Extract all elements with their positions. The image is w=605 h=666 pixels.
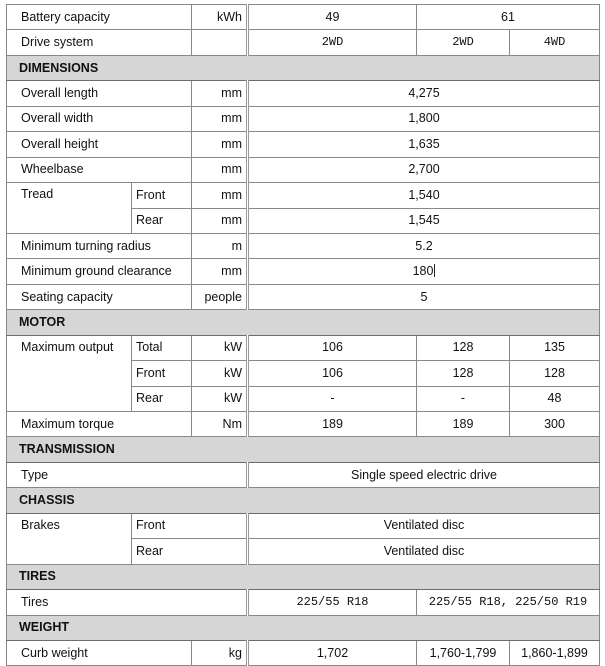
spec-unit: kg (192, 640, 248, 665)
row-turning-radius (7, 233, 600, 258)
spec-value: 180 (412, 264, 434, 279)
spec-value: Single speed electric drive (248, 462, 600, 487)
spec-value: 1,635 (248, 132, 600, 157)
spec-value: 106 (248, 335, 417, 360)
spec-label: Overall length (7, 81, 192, 106)
spec-unit: mm (192, 208, 248, 233)
section-weight (7, 615, 600, 640)
spec-unit: Nm (192, 412, 248, 437)
spec-label: Maximum torque (7, 412, 192, 437)
section-motor (7, 310, 600, 335)
battery-value-61: 61 (417, 5, 600, 30)
spec-value: 135 (510, 335, 600, 360)
tread-rear-label: Rear (132, 208, 192, 233)
battery-unit: kWh (192, 5, 248, 30)
spec-value: 225/55 R18 (248, 590, 417, 615)
spec-value: 128 (417, 335, 510, 360)
row-seating-capacity (7, 284, 600, 309)
spec-value: 1,545 (248, 208, 600, 233)
sub-label: Total (132, 335, 192, 360)
spec-value: 4,275 (248, 81, 600, 106)
spec-value: Ventilated disc (248, 513, 600, 538)
spec-value: 48 (510, 386, 600, 411)
spec-value: 128 (417, 361, 510, 386)
spec-unit: mm (192, 106, 248, 131)
spec-value: 1,800 (248, 106, 600, 131)
tread-front-label: Front (132, 183, 192, 208)
ground-clearance-cell[interactable] (248, 259, 600, 284)
spec-label: Seating capacity (7, 284, 192, 309)
section-title: DIMENSIONS (7, 55, 600, 80)
spec-table (6, 4, 600, 666)
spec-value: 225/55 R18, 225/50 R19 (417, 590, 600, 615)
section-tires (7, 564, 600, 589)
row-tires (7, 590, 600, 615)
spec-label: Overall width (7, 106, 192, 131)
spec-unit: mm (192, 259, 248, 284)
section-title: TIRES (7, 564, 600, 589)
sub-label: Rear (132, 539, 248, 564)
spec-label: Curb weight (7, 640, 192, 665)
spec-label: Wheelbase (7, 157, 192, 182)
row-drive-system (7, 30, 600, 55)
section-chassis (7, 488, 600, 513)
spec-value: 1,540 (248, 183, 600, 208)
row-curb-weight (7, 640, 600, 665)
spec-label: Type (7, 462, 248, 487)
max-output-label: Maximum output (7, 335, 132, 411)
spec-value: 106 (248, 361, 417, 386)
row-overall-length (7, 81, 600, 106)
section-transmission (7, 437, 600, 462)
spec-value: 5 (248, 284, 600, 309)
sub-label: Front (132, 361, 192, 386)
spec-value: 5.2 (248, 233, 600, 258)
row-overall-height (7, 132, 600, 157)
battery-value-49: 49 (248, 5, 417, 30)
spec-label: Tires (7, 590, 248, 615)
spec-value: 1,860-1,899 (510, 640, 600, 665)
drive-label: Drive system (7, 30, 192, 55)
spec-value: 128 (510, 361, 600, 386)
section-title: CHASSIS (7, 488, 600, 513)
drive-unit (192, 30, 248, 55)
sub-label: Front (132, 513, 248, 538)
spec-unit: mm (192, 132, 248, 157)
drive-value-2: 2WD (417, 30, 510, 55)
spec-value: 1,702 (248, 640, 417, 665)
row-tread-front (7, 183, 600, 208)
spec-label: Minimum turning radius (7, 233, 192, 258)
section-dimensions (7, 55, 600, 80)
sub-label: Rear (132, 386, 192, 411)
spec-unit: kW (192, 361, 248, 386)
section-title: MOTOR (7, 310, 600, 335)
spec-unit: mm (192, 183, 248, 208)
section-title: TRANSMISSION (7, 437, 600, 462)
spec-unit: m (192, 233, 248, 258)
row-max-torque (7, 412, 600, 437)
battery-label: Battery capacity (7, 5, 192, 30)
spec-value: 1,760-1,799 (417, 640, 510, 665)
row-battery (7, 5, 600, 30)
row-transmission-type (7, 462, 600, 487)
spec-unit: people (192, 284, 248, 309)
spec-value: - (417, 386, 510, 411)
spec-unit: kW (192, 335, 248, 360)
spec-label: Overall height (7, 132, 192, 157)
drive-value-1: 2WD (248, 30, 417, 55)
spec-unit: kW (192, 386, 248, 411)
spec-unit: mm (192, 81, 248, 106)
spec-label: Minimum ground clearance (7, 259, 192, 284)
text-cursor (434, 264, 435, 277)
spec-value: 189 (417, 412, 510, 437)
brakes-label: Brakes (7, 513, 132, 564)
spec-value: 300 (510, 412, 600, 437)
spec-unit: mm (192, 157, 248, 182)
section-title: WEIGHT (7, 615, 600, 640)
row-brakes-front (7, 513, 600, 538)
spec-value: 2,700 (248, 157, 600, 182)
drive-value-3: 4WD (510, 30, 600, 55)
row-wheelbase (7, 157, 600, 182)
row-overall-width (7, 106, 600, 131)
row-ground-clearance (7, 259, 600, 284)
row-max-output-total (7, 335, 600, 360)
spec-value: - (248, 386, 417, 411)
tread-label: Tread (7, 183, 132, 234)
spec-value: 189 (248, 412, 417, 437)
spec-value: Ventilated disc (248, 539, 600, 564)
